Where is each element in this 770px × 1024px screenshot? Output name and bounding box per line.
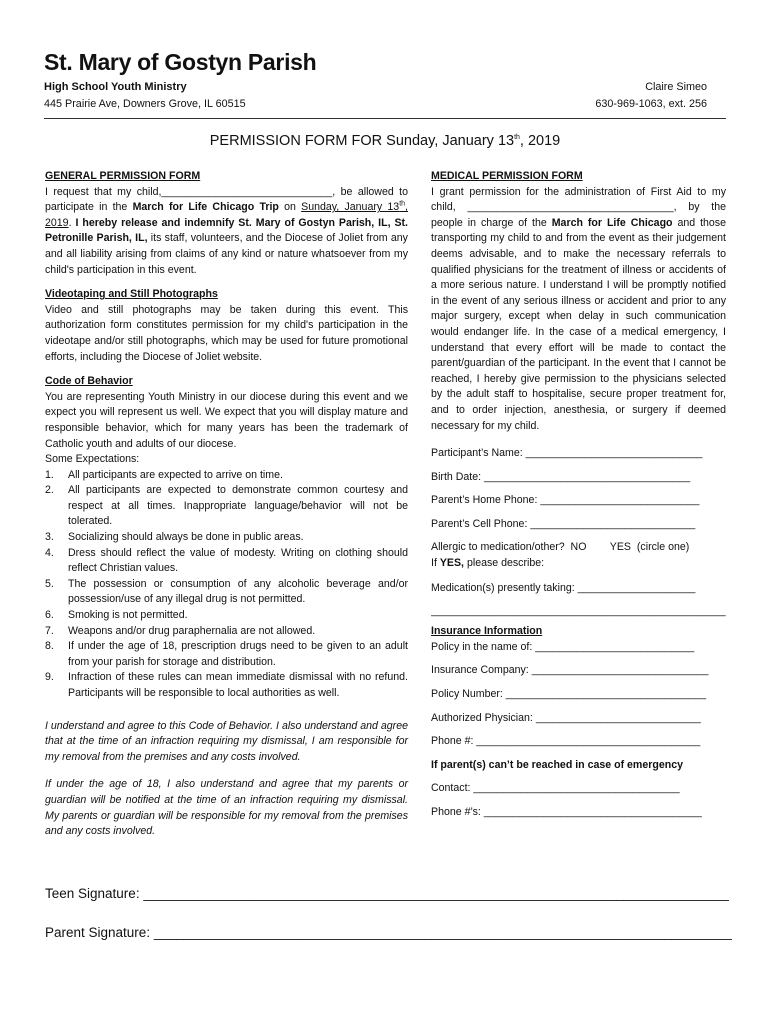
header-divider — [44, 118, 726, 119]
conduct-text: You are representing Youth Ministry in our diocese during this event and we expect you will represent us well. We expect that you will display mature and responsible behavior, which for many years has been the trademark of Catholic youth and adults of our diocese. — [45, 390, 408, 450]
list-item: 2. All participants are expected to demonstrate common courtesy and respect at all times. Inappropriate language/behavior will not be tolerated. — [45, 484, 408, 528]
general-permission-heading: GENERAL PERMISSION FORM — [45, 170, 201, 182]
birth-date-field[interactable]: Birth Date: ___________________________________ — [431, 470, 691, 483]
emergency-contact-field[interactable]: Contact: ___________________________________ — [431, 782, 680, 795]
contact-name: Claire Simeo — [645, 81, 707, 93]
parish-address: 445 Prairie Ave, Downers Grove, IL 60515 — [44, 98, 246, 110]
physician-field[interactable]: Authorized Physician: ____________________________ — [431, 711, 701, 724]
general-permission-text: I request that my child,_____________________________, be allowed to participate in the March for Life Chicago Trip on Sunday, January 13th, 2019. I hereby release and indemnify St. Mary of Gostyn Parish, IL, St. Petronille Parish, IL, its staff, volunteers, and the Diocese of Joliet from any and all liability arising from claims of any kind or nature whatsoever from my child's participation in this event. — [45, 185, 409, 276]
list-item: 7. Weapons and/or drug paraphernalia are not allowed. — [45, 624, 316, 637]
medication-field[interactable]: Medication(s) presently taking: ____________________ — [431, 581, 696, 594]
right-column — [431, 169, 726, 829]
list-item: 5. The possession or consumption of any alcoholic beverage and/or possession/use of any illegal drug is not permitted. — [45, 577, 408, 606]
list-item: 8. If under the age of 18, prescription drugs need to be given to an adult from your parish for storage and distribution. — [45, 640, 408, 668]
participant-name-field[interactable]: Participant’s Name: ______________________________ — [431, 447, 703, 460]
emergency-phone-field[interactable]: Phone #’s: _____________________________________ — [431, 806, 702, 818]
expectations-label: Some Expectations: — [45, 453, 140, 466]
list-item: 3. Socializing should always be done in public areas. — [45, 531, 304, 544]
expectations-list — [45, 468, 408, 702]
list-item: 9. Infraction of these rules can mean immediate dismissal with no refund. Participants will be responsible to local authorities as well. — [45, 671, 408, 699]
minor-agreement: If under the age of 18, I also understand and agree that my parents or guardian will be notified at the time of an infraction requiring my dismissal. My parents or guardian will be responsible for my removal from the premises and any costs involved. — [45, 778, 408, 838]
conduct-heading: Code of Behavior — [45, 375, 133, 388]
behavior-agreement: I understand and agree to this Code of Behavior. I also understand and agree that at the time of an infraction requiring my dismissal, I am responsible for my removal from the premises and any costs involved. — [45, 719, 408, 763]
cell-phone-field[interactable]: Parent’s Cell Phone: ____________________________ — [431, 517, 696, 530]
parish-title: St. Mary of Gostyn Parish — [44, 49, 317, 75]
insurance-company-field[interactable]: Insurance Company: ______________________________ — [431, 664, 709, 677]
teen-signature-field[interactable]: Teen Signature: ______________________________________________________________________________ — [45, 886, 729, 901]
medical-heading: MEDICAL PERMISSION FORM — [431, 170, 583, 182]
list-item: 4. Dress should reflect the value of modesty. Writing on clothing should reflect Christian values. — [45, 546, 408, 575]
allergic-describe: If YES, please describe: — [431, 557, 545, 570]
medication-line[interactable]: __________________________________________________ — [431, 605, 726, 618]
contact-phone: 630-969-1063, ext. 256 — [595, 98, 707, 110]
emergency-heading: If parent(s) can’t be reached in case of emergency — [431, 758, 683, 771]
insurance-heading: Insurance Information — [431, 625, 543, 638]
video-heading: Videotaping and Still Photographs — [45, 288, 218, 301]
ministry-subtitle: High School Youth Ministry — [44, 81, 187, 93]
policy-number-field[interactable]: Policy Number: __________________________________ — [431, 688, 707, 701]
list-item: 1. All participants are expected to arrive on time. — [45, 468, 283, 481]
left-column — [45, 169, 408, 840]
allergic-question[interactable]: Allergic to medication/other? NO YES (circle one) — [431, 541, 690, 554]
parent-signature-field[interactable]: Parent Signature: _____________________________________________________________________________ — [45, 925, 732, 940]
form-title: PERMISSION FORM FOR Sunday, January 13th, 2019 — [209, 133, 561, 149]
medical-text: I grant permission for the administration of First Aid to my child, ___________________________________, by the people in charge of the March for Life Chicago and those transporting my child to and from the event as their judgement deems advisable, and to make the necessary referrals to qualified physicians for the treatment of illness or accidents of a more serious nature. I understand I will be promptly notified in the event of any serious illness or accident and prior to any major surgery, except when delay in such communication would endanger life. In the case of a medical emergency, I understand that every effort will be made to contact the parent/guardian of the participant. In the event that I cannot be reached, I hereby give permission to the physicians selected by the adult staff to hospitalise, secure proper treatment for, and to order injection, anesthesia, or surgery if deemed necessary for my child. — [431, 185, 726, 432]
list-item: 6. Smoking is not permitted. — [45, 609, 188, 622]
physician-phone-field[interactable]: Phone #: ______________________________________ — [431, 735, 701, 748]
video-text: Video and still photographs may be taken during this event. This authorization form constitutes permission for my child's participation in the videotape and/or still photographs, which may be used for future promotional efforts, including the Diocese of Joliet website. — [45, 303, 408, 363]
home-phone-field[interactable]: Parent’s Home Phone: ___________________________ — [431, 494, 700, 507]
policy-name-field[interactable]: Policy in the name of: ___________________________ — [431, 640, 695, 653]
